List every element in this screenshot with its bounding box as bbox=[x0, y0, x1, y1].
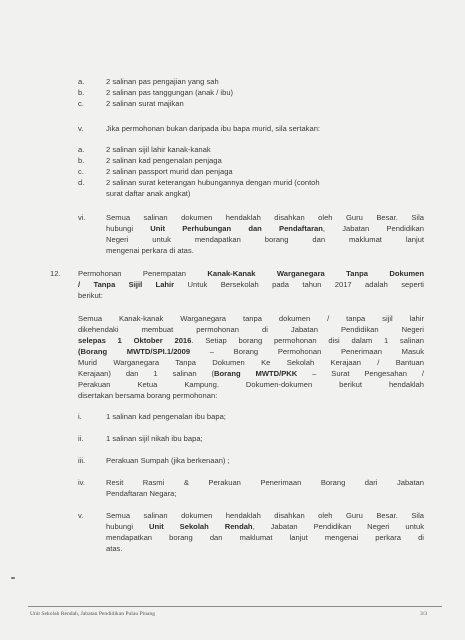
list-item: 2 salinan surat majikan bbox=[106, 99, 184, 108]
list-marker: c. bbox=[78, 99, 84, 108]
list-marker: c. bbox=[78, 167, 84, 176]
list-marker: i. bbox=[78, 412, 82, 421]
unit-name: Unit Perhubungan dan Pendaftaran bbox=[150, 224, 323, 233]
footer-rule bbox=[28, 606, 442, 607]
section-number: 12. bbox=[50, 269, 61, 278]
page-number: 3/3 bbox=[420, 611, 428, 617]
paragraph-line: mengenai perkara di atas. bbox=[106, 246, 194, 255]
paragraph-line: Permohonan Penempatan Kanak-Kanak Warganegara Tanpa Dokumen bbox=[78, 269, 424, 278]
paragraph-line: berikut: bbox=[78, 291, 103, 300]
list-item: 2 salinan surat keterangan hubungannya dengan murid (contoh bbox=[106, 178, 320, 187]
paragraph-line: Perakuan Ketua Kampung. Dokumen-dokumen berikut hendaklah bbox=[78, 380, 424, 389]
list-marker: ii. bbox=[78, 434, 84, 443]
paragraph-line: Semua Kanak-kanak Warganegara tanpa dokumen / tanpa sijil lahir bbox=[78, 314, 424, 323]
list-item: 1 salinan sijil nikah ibu bapa; bbox=[106, 434, 203, 443]
paragraph-line: hubungi Unit Perhubungan dan Pendaftaran, Jabatan Pendidikan bbox=[106, 224, 425, 233]
section-text: Jika permohonan bukan daripada ibu bapa murid, sila sertakan: bbox=[106, 124, 321, 133]
paragraph-line: atas. bbox=[106, 544, 123, 553]
paragraph-line: Semua salinan dokumen hendaklah disahkan oleh Guru Besar. Sila bbox=[106, 511, 424, 520]
paragraph-line: dikehendaki membuat permohonan di Jabatan Pendidikan Negeri bbox=[78, 325, 424, 334]
list-item: Resit Rasmi & Perakuan Penerimaan Borang dari Jabatan bbox=[106, 478, 424, 487]
list-item: 2 salinan passport murid dan penjaga bbox=[106, 167, 233, 176]
paragraph-line: Kerajaan) dan 1 salinan (Borang MWTD/PKK – Surat Pengesahan / bbox=[78, 369, 424, 378]
list-marker: v. bbox=[78, 511, 84, 520]
paragraph-line: Murid Warganegara Tanpa Dokumen Ke Sekolah Kerajaan / Bantuan bbox=[78, 358, 424, 367]
list-marker: d. bbox=[78, 178, 85, 187]
list-marker: b. bbox=[78, 88, 85, 97]
list-item: 2 salinan pas tanggungan (anak / ibu) bbox=[106, 88, 234, 97]
section-marker: vi. bbox=[78, 213, 86, 222]
paragraph-line: mendapatkan borang dan maklumat lanjut mengenai perkara di bbox=[106, 533, 424, 542]
paragraph-line: (Borang MWTD/SPI.1/2009 – Borang Permohonan Penerimaan Masuk bbox=[78, 347, 424, 356]
list-item-continued: Pendaftaran Negara; bbox=[106, 489, 177, 498]
scan-speck bbox=[11, 577, 15, 579]
list-marker: a. bbox=[78, 145, 85, 154]
list-item: 2 salinan pas pengajian yang sah bbox=[106, 77, 219, 86]
list-marker: iii. bbox=[78, 456, 86, 465]
list-marker: a. bbox=[78, 77, 85, 86]
paragraph-line: Negeri untuk mendapatkan borang dan maklumat lanjut bbox=[106, 235, 424, 244]
list-item-continued: surat daftar anak angkat) bbox=[106, 189, 191, 198]
paragraph-line: Semua salinan dokumen hendaklah disahkan oleh Guru Besar. Sila bbox=[106, 213, 424, 222]
paragraph-line: selepas 1 Oktober 2016. Setiap borang permohonan disi dalam 1 salinan bbox=[78, 336, 424, 345]
section-marker: v. bbox=[78, 124, 84, 133]
paragraph-line: / Tanpa Sijil Lahir Untuk Bersekolah pada tahun 2017 adalah seperti bbox=[78, 280, 424, 289]
list-marker: b. bbox=[78, 156, 85, 165]
paragraph-line: disertakan bersama borang permohonan: bbox=[78, 391, 218, 400]
list-item: 2 salinan sijil lahir kanak-kanak bbox=[106, 145, 211, 154]
list-marker: iv. bbox=[78, 478, 86, 487]
list-item: 2 salinan kad pengenalan penjaga bbox=[106, 156, 222, 165]
footer-text: Unit Sekolah Rendah, Jabatan Pendidikan Pulau Pinang bbox=[30, 611, 156, 617]
list-item: 1 salinan kad pengenalan ibu bapa; bbox=[106, 412, 226, 421]
list-item: Perakuan Sumpah (jika berkenaan) ; bbox=[106, 456, 230, 465]
paragraph-line: hubungi Unit Sekolah Rendah, Jabatan Pendidikan Negeri untuk bbox=[106, 522, 424, 531]
